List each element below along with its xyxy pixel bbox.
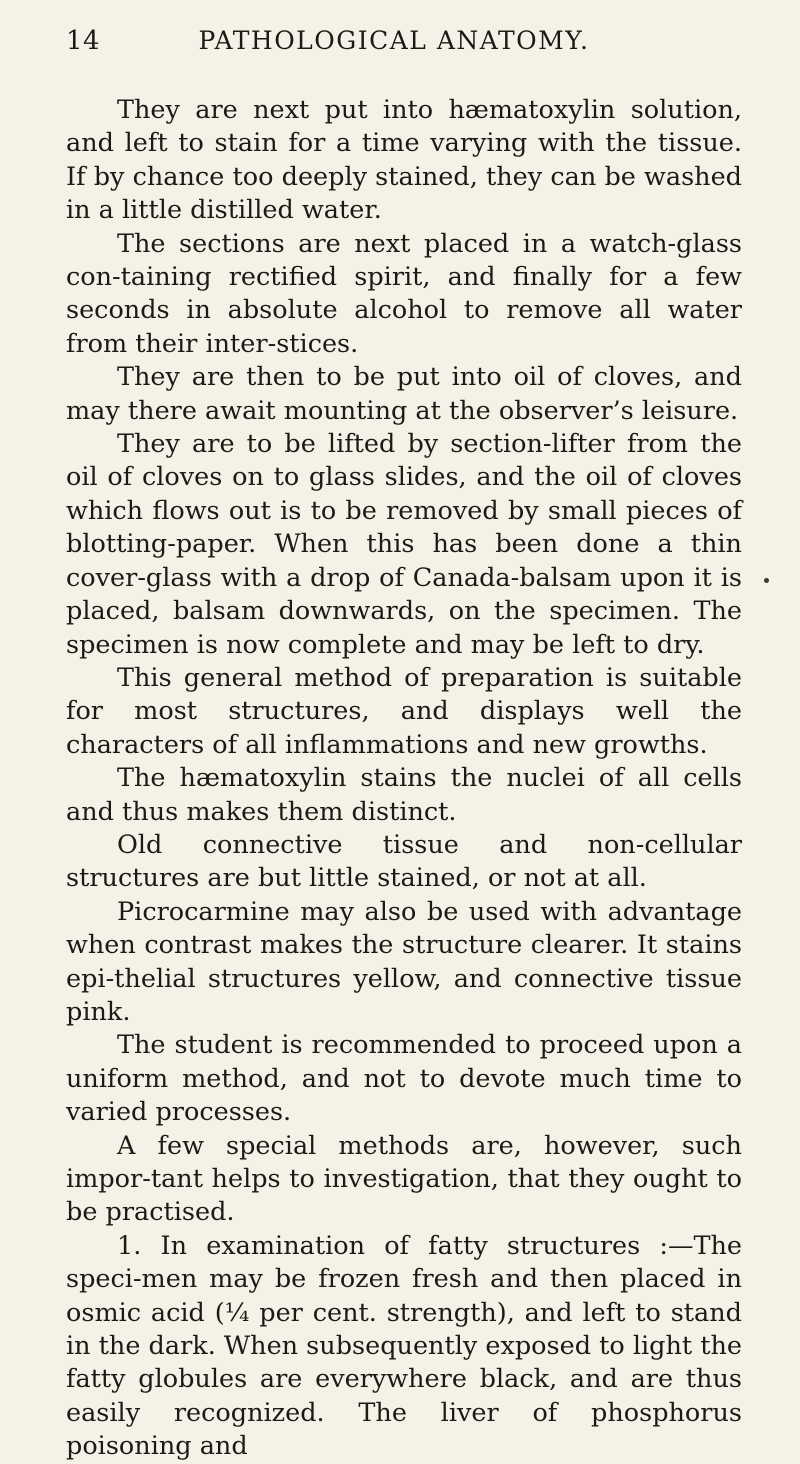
body-text xyxy=(66,94,742,1464)
paragraph: They are to be lifted by section-lifter from the oil of cloves on to glass slides, and the oil of cloves which flows out is to be removed by small pieces of blotting-paper. When this has been done a thin cover-glass with a drop of Canada-balsam upon it is placed, balsam downwards, on the specimen. The specimen is now complete and may be left to dry. xyxy=(66,429,742,660)
page-header xyxy=(66,26,742,66)
paragraph: The hæmatoxylin stains the nuclei of all cells and thus makes them distinct. xyxy=(66,763,742,827)
paragraph: 1. In examination of fatty structures :—The speci-men may be frozen fresh and then placed in osmic acid (¼ per cent. strength), and left to stand in the dark. When subsequently exposed to light the fatty globules are everywhere black, and are thus easily recognized. The liver of phosphorus poisoning and xyxy=(66,1230,742,1462)
paragraph: The student is recommended to proceed upon a uniform method, and not to devote much time to varied processes. xyxy=(66,1030,742,1128)
paragraph: Old connective tissue and non-cellular structures are but little stained, or not at all. xyxy=(66,829,742,894)
paragraph: This general method of preparation is suitable for most structures, and displays well the characters of all inflammations and new growths. xyxy=(66,662,742,760)
paragraph: The sections are next placed in a watch-glass con-taining rectified spirit, and finally for a few seconds in absolute alcohol to remove all water from their inter-stices. xyxy=(66,228,742,359)
paragraph: A few special methods are, however, such impor-tant helps to investigation, that they ought to be practised. xyxy=(66,1130,742,1228)
running-title: PATHOLOGICAL ANATOMY. xyxy=(198,26,590,55)
paragraph: They are next put into hæmatoxylin solution, and left to stain for a time varying with the tissue. If by chance too deeply stained, they can be washed in a little distilled water. xyxy=(66,95,742,226)
paragraph: They are then to be put into oil of cloves, and may there await mounting at the observer’s leisure. xyxy=(66,362,742,426)
page-number: 14 xyxy=(66,26,101,56)
paragraph: Picrocarmine may also be used with advantage when contrast makes the structure clearer. It stains epi-thelial structures yellow, and connective tissue pink. xyxy=(66,896,742,1027)
margin-ink-dot xyxy=(764,578,769,583)
